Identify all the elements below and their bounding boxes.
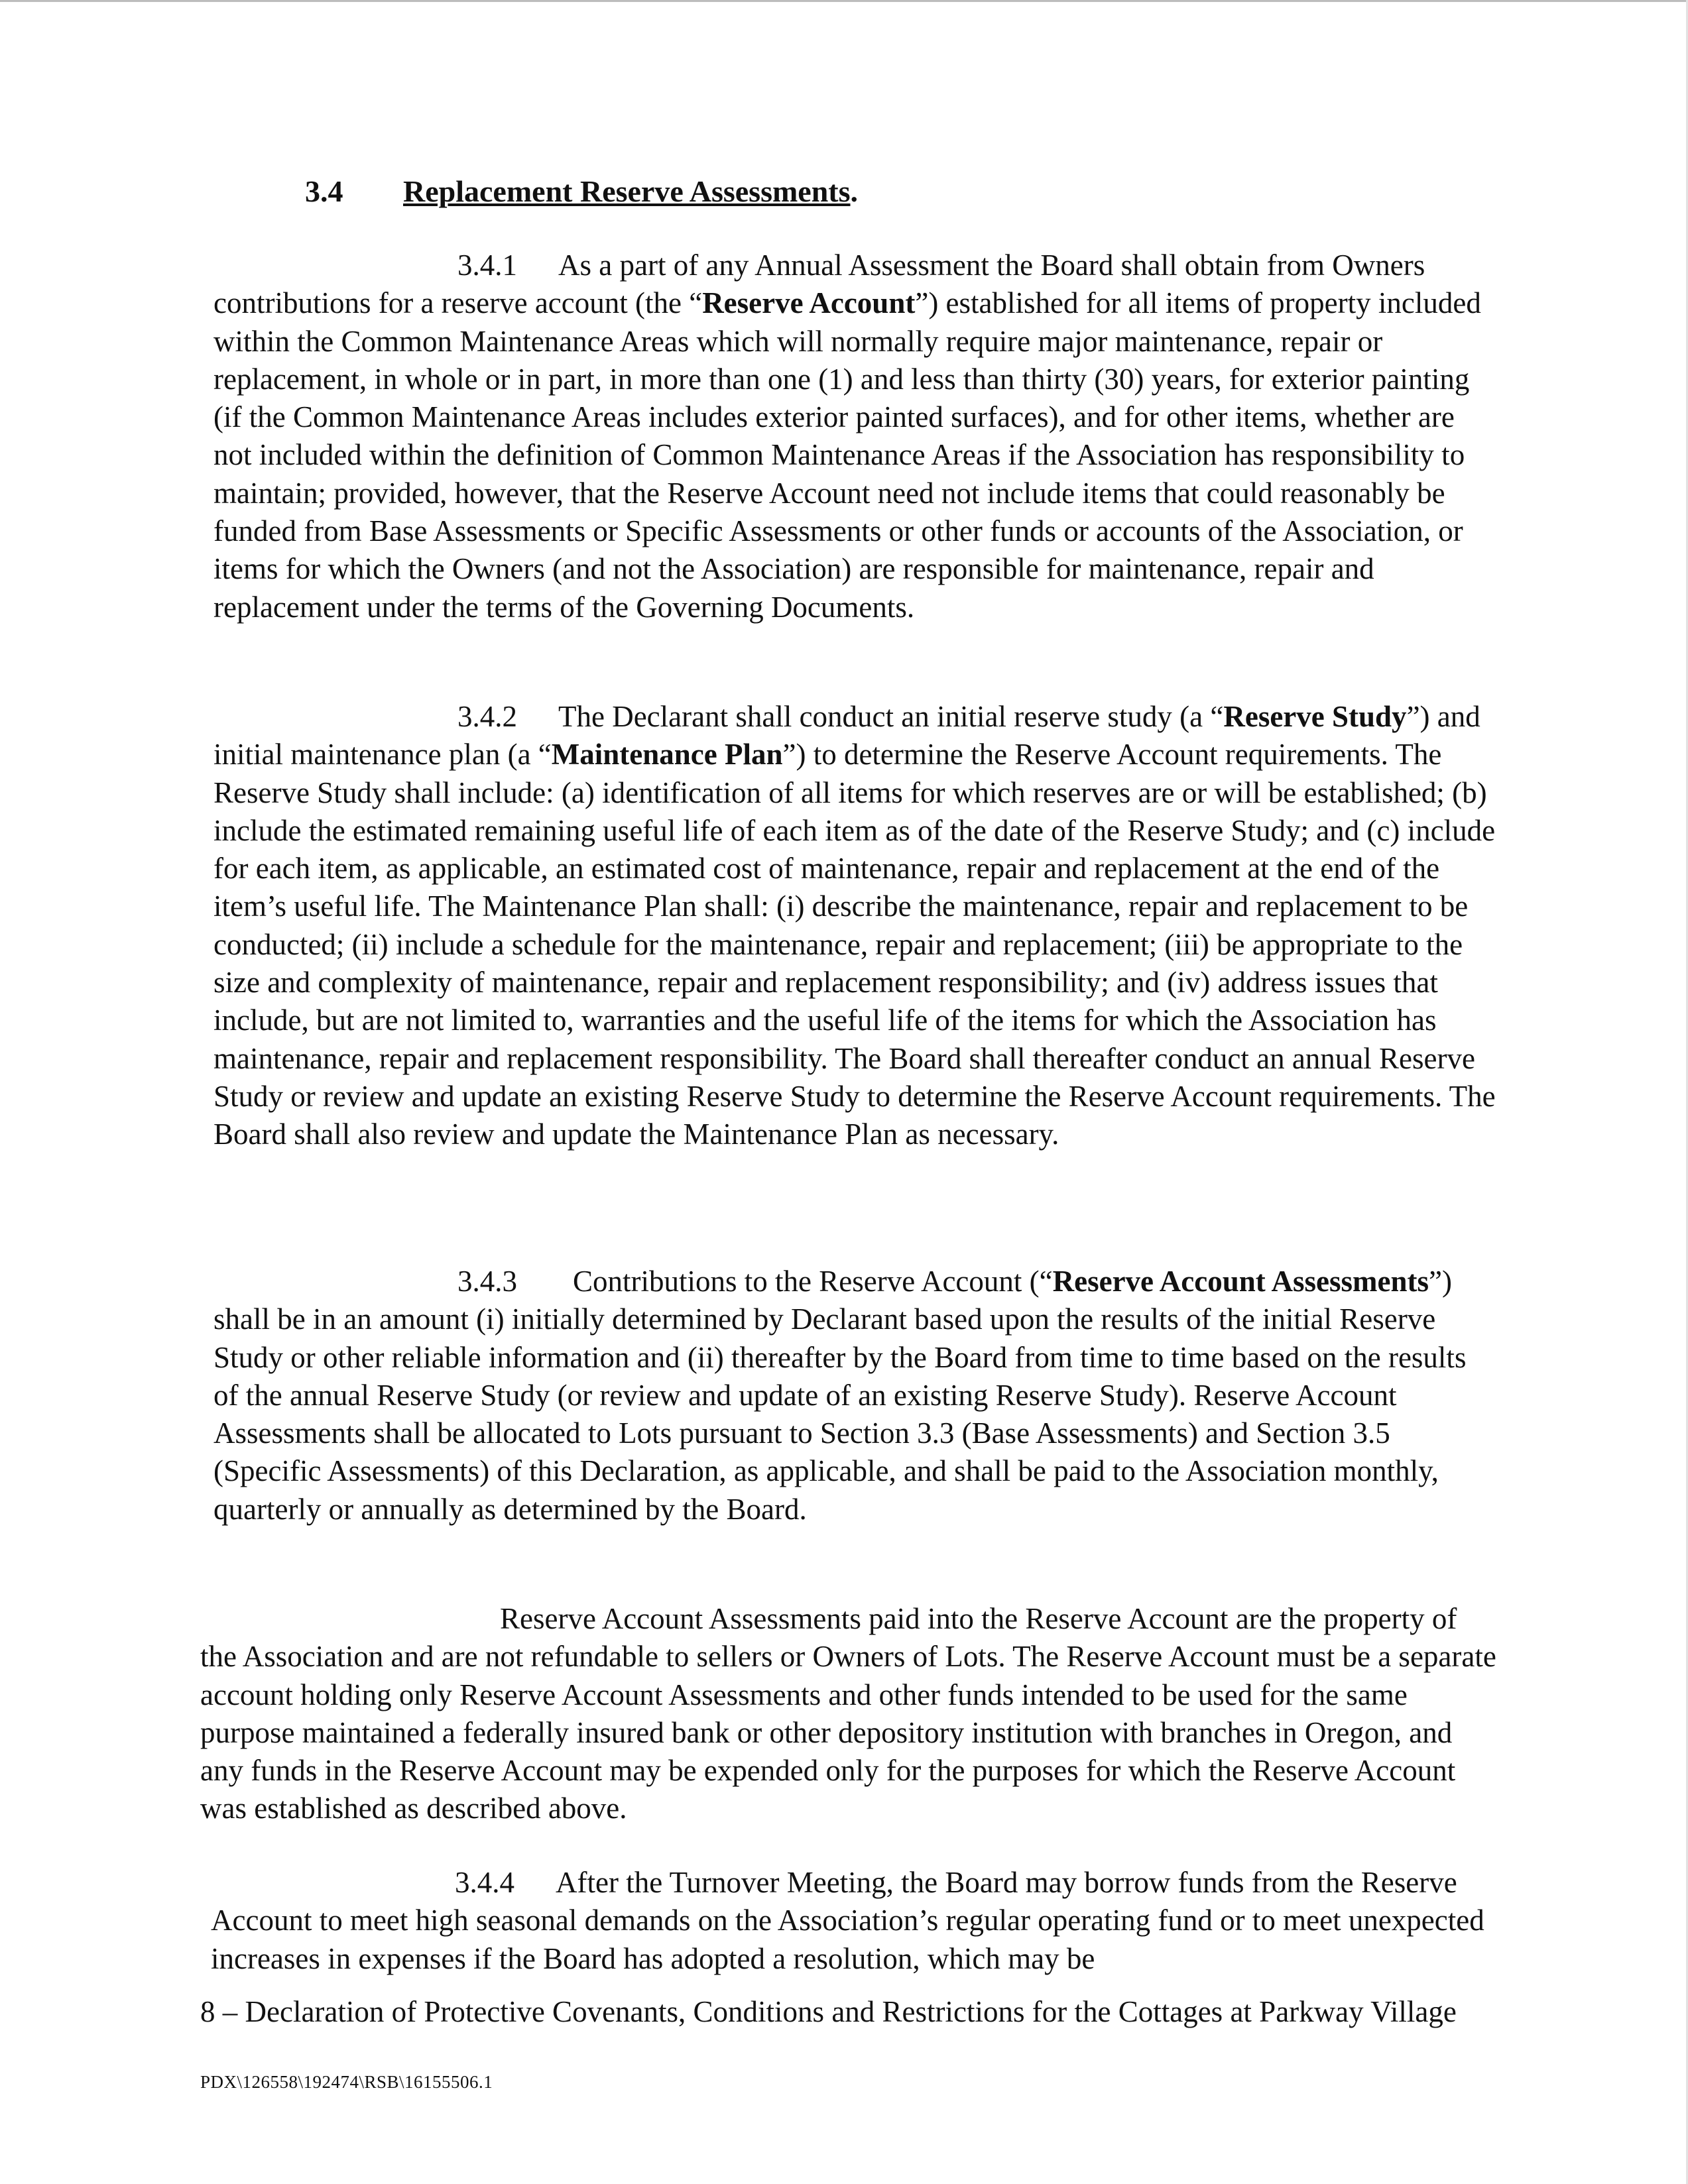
paragraph-text: ”) shall be in an amount (i) initially determined by Declarant based upon the results of the initial Reserve Study or other reliable information and (ii) thereafter by the Board from time to time based on the results of the annual Reserve Study (or review and update of an existing Reserve Study). Reserve Account Assessments shall be allocated to Lots pursuant to Section 3.3 (Base Assessments) and Section 3.5 (Specific Assessments) of this Declaration, as applicable, and shall be paid to the Association monthly, quarterly or annually as determined by the Board. <box>213 1265 1467 1526</box>
page-footer: 8 – Declaration of Protective Covenants, Conditions and Restrictions for the Cottages at Parkway Village <box>200 1995 1457 2028</box>
paragraph-text: ”) and initial maintenance plan (a “ <box>213 700 1480 772</box>
section-title: Replacement Reserve Assessments <box>403 174 851 208</box>
defined-term-reserve-account: Reserve Account <box>702 286 916 320</box>
defined-term-reserve-study: Reserve Study <box>1223 700 1407 733</box>
paragraph-number: 3.4.3 <box>457 1265 517 1298</box>
document-reference: PDX\126558\192474\RSB\16155506.1 <box>200 2072 493 2092</box>
paragraph-number: 3.4.4 <box>455 1866 514 1899</box>
section-number: 3.4 <box>305 174 343 208</box>
paragraph-text: As a part of any Annual Assessment the Board shall obtain from Owners contributions for a reserve account (the “ <box>213 249 1425 320</box>
defined-term-maintenance-plan: Maintenance Plan <box>551 738 783 772</box>
section-heading <box>305 174 858 209</box>
paragraph-text: ”) to determine the Reserve Account requirements. The Reserve Study shall include: (a) identification of all items for which reserves are or will be established; (b) include the estimated remaining useful life of each item as of the date of the Reserve Study; and (c) include for each item, as applicable, an estimated cost of maintenance, repair and replacement at the end of the item’s useful life. The Maintenance Plan shall: (i) describe the maintenance, repair and replacement to be conducted; (ii) include a schedule for the maintenance, repair and replacement; (iii) be appropriate to the size and complexity of maintenance, repair and replacement responsibility; and (iv) address issues that include, but are not limited to, warranties and the useful life of the items for which the Association has maintenance, repair and replacement responsibility. The Board shall thereafter conduct an annual Reserve Study or review and update an existing Reserve Study to determine the Reserve Account requirements. The Board shall also review and update the Maintenance Plan as necessary. <box>213 738 1496 1151</box>
paragraph-number: 3.4.1 <box>457 249 517 282</box>
paragraph-3-4-4 <box>211 1864 1496 1978</box>
paragraph-text: ”) established for all items of property included within the Common Maintenance Areas which will normally require major maintenance, repair or replacement, in whole or in part, in more than one (1) and less than thirty (30) years, for exterior painting (if the Common Maintenance Areas includes exterior painted surfaces), and for other items, whether are not included within the definition of Common Maintenance Areas if the Association has responsibility to maintain; provided, however, that the Reserve Account need not include items that could reasonably be funded from Base Assessments or Specific Assessments or other funds or accounts of the Association, or items for which the Owners (and not the Association) are responsible for maintenance, repair and replacement under the terms of the Governing Documents. <box>213 286 1481 624</box>
paragraph-3-4-2 <box>213 698 1496 1154</box>
paragraph-3-4-1 <box>213 247 1496 626</box>
paragraph-text: The Declarant shall conduct an initial reserve study (a “ <box>558 700 1224 733</box>
paragraph-text: Contributions to the Reserve Account (“ <box>573 1265 1053 1298</box>
section-title-period: . <box>850 174 859 208</box>
defined-term-reserve-account-assessments: Reserve Account Assessments <box>1052 1265 1429 1298</box>
paragraph-text: Reserve Account Assessments paid into the Reserve Account are the property of the Association and are not refundable to sellers or Owners of Lots. The Reserve Account must be a separate account holding only Reserve Account Assessments and other funds intended to be used for the same purpose maintained a federally insured bank or other depository institution with branches in Oregon, and any funds in the Reserve Account may be expended only for the purposes for which the Reserve Account was established as described above. <box>200 1602 1496 1825</box>
paragraph-text: After the Turnover Meeting, the Board may borrow funds from the Reserve Account to meet high seasonal demands on the Association’s regular operating fund or to meet unexpected increases in expenses if the Board has adopted a resolution, which may be <box>211 1866 1484 1975</box>
paragraph-3-4-3 <box>213 1263 1496 1528</box>
scan-edge-top <box>0 0 1688 2</box>
paragraph-3-4-3-continued <box>200 1600 1500 1828</box>
paragraph-number: 3.4.2 <box>457 700 517 733</box>
